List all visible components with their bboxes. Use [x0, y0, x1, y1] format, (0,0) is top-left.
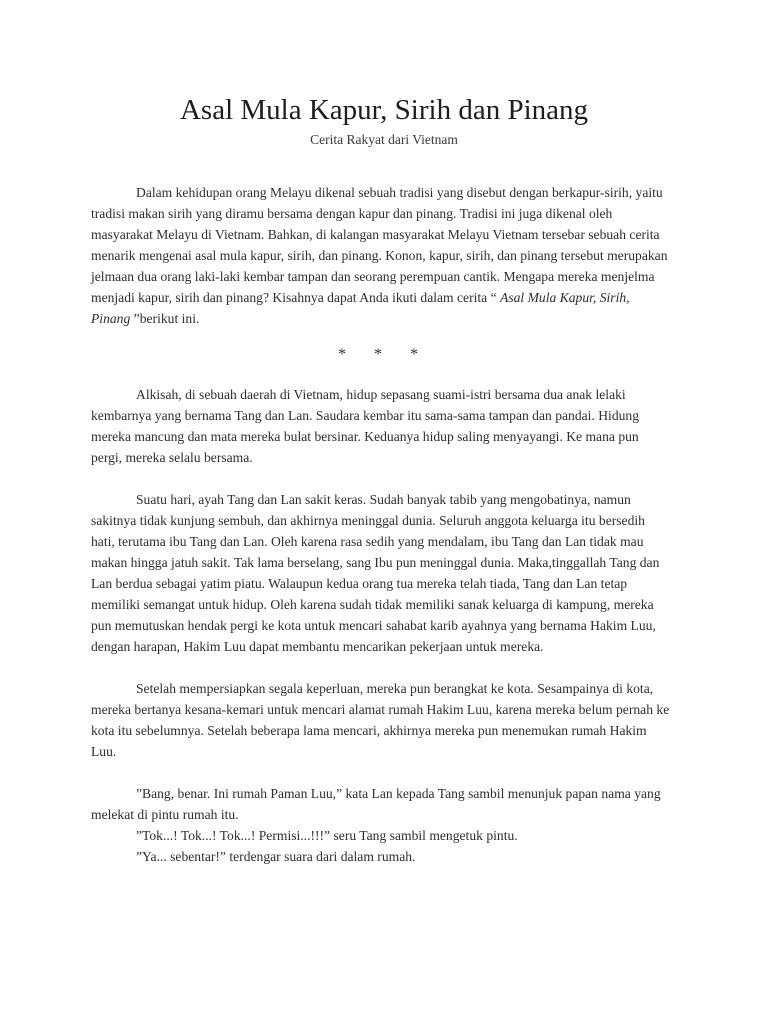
document-subtitle: Cerita Rakyat dari Vietnam: [310, 132, 458, 147]
story-paragraph-3: Setelah mempersiapkan segala keperluan, mereka pun berangkat ke kota. Sesampainya di kota, mereka bertanya kesana-kemari untuk mencari alamat rumah Hakim Luu, karena mereka belum pernah ke kota itu sebelumnya. Setelah beberapa lama mencari, akhirnya mereka pun menemukan rumah Hakim Luu.: [91, 681, 670, 759]
intro-text-before: Dalam kehidupan orang Melayu dikenal sebuah tradisi yang disebut dengan berkapur-sirih, yaitu tradisi makan sirih yang diramu bersama dengan kapur dan pinang. Tradisi ini juga dikenal oleh masyarakat Melayu di Vietnam. Bahkan, di kalangan masyarakat Melayu Vietnam tersebar sebuah cerita menarik mengenai asal mula kapur, sirih, dan pinang. Konon, kapur, sirih, dan pinang tersebut merupakan jelmaan dua orang laki-laki kembar tampan dan seorang perempuan cantik. Mengapa mereka menjelma menjadi kapur, sirih dan pinang? Kisahnya dapat Anda ikuti dalam cerita “: [91, 185, 668, 305]
story-paragraph-2: Suatu hari, ayah Tang dan Lan sakit keras. Sudah banyak tabib yang mengobatinya, namun sakitnya tidak kunjung sembuh, dan akhirnya meninggal dunia. Seluruh anggota keluarga itu bersedih hati, terutama ibu Tang dan Lan. Oleh karena rasa sedih yang mendalam, ibu Tang dan Lan tidak mau makan hingga jatuh sakit. Tak lama berselang, sang Ibu pun meninggal dunia. Maka,tinggallah Tang dan Lan berdua sebagai yatim piatu. Walaupun kedua orang tua mereka telah tiada, Tang dan Lan tetap memiliki semangat untuk hidup. Oleh karena sudah tidak memiliki sanak keluarga di kampung, mereka pun memutuskan hendak pergi ke kota untuk mencari sahabat karib ayahnya yang bernama Hakim Luu, dengan harapan, Hakim Luu dapat membantu mencarikan pekerjaan untuk mereka.: [91, 492, 660, 654]
intro-text-after: ”berikut ini.: [130, 311, 200, 326]
intro-section: [91, 182, 671, 329]
intro-paragraph: [91, 182, 671, 329]
story-title-italic: Asal Mula Kapur, Sirih, Pinang: [91, 290, 630, 326]
dialogue-line-1: ”Bang, benar. Ini rumah Paman Luu,” kata Lan kepada Tang sambil menunjuk papan nama yang melekat di pintu rumah itu.: [91, 786, 661, 822]
document-title: Asal Mula Kapur, Sirih dan Pinang: [179, 94, 588, 126]
dialogue-line-3: ”Ya... sebentar!” terdengar suara dari dalam rumah.: [136, 849, 416, 864]
story-section: [91, 384, 671, 867]
story-paragraph-1: Alkisah, di sebuah daerah di Vietnam, hidup sepasang suami-istri bersama dua anak lelaki kembarnya yang bernama Tang dan Lan. Saudara kembar itu sama-sama tampan dan pandai. Hidung mereka mancung dan mata mereka bulat bersinar. Keduanya hidup saling menyayangi. Ke mana pun pergi, mereka selalu bersama.: [91, 387, 640, 465]
dialogue-line-2: ”Tok...! Tok...! Tok...! Permisi...!!!” seru Tang sambil mengetuk pintu.: [136, 828, 518, 843]
section-separator: * * *: [338, 346, 430, 363]
